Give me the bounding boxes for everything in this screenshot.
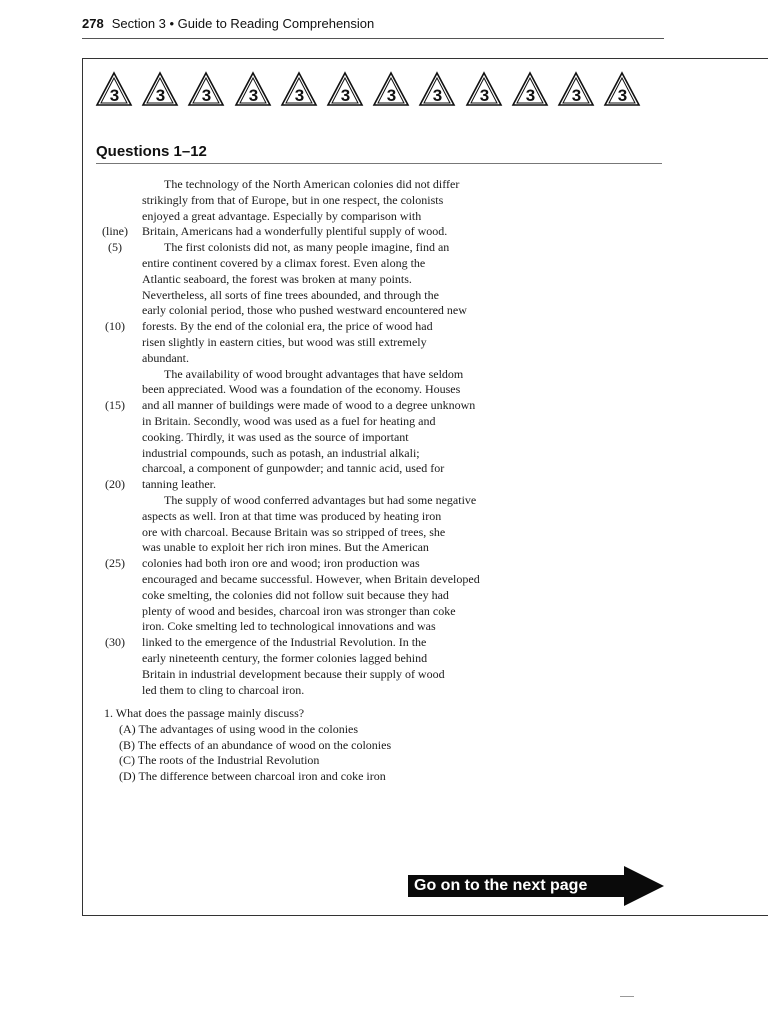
line-text: early nineteenth century, the former colonies lagged behind bbox=[142, 650, 428, 665]
section-3-triangle-icon bbox=[372, 71, 410, 107]
section-3-triangle-icon bbox=[511, 71, 549, 107]
section-3-triangle-icon bbox=[141, 71, 179, 107]
line-number bbox=[88, 382, 142, 398]
header-divider bbox=[82, 38, 664, 39]
line-number: (line) bbox=[102, 224, 128, 239]
line-text: The availability of wood brought advantages that have seldom bbox=[164, 366, 464, 381]
line-number bbox=[88, 288, 142, 304]
passage-line bbox=[88, 667, 568, 683]
line-number bbox=[88, 367, 142, 383]
questions-title: Questions 1–12 bbox=[96, 143, 207, 160]
passage-line bbox=[88, 193, 568, 209]
line-text: in Britain. Secondly, wood was used as a fuel for heating and bbox=[142, 413, 436, 428]
passage-line bbox=[88, 398, 568, 414]
line-number bbox=[88, 303, 142, 319]
arrow-right-icon bbox=[618, 866, 664, 906]
section-3-triangle-icon bbox=[187, 71, 225, 107]
line-text: abundant. bbox=[142, 350, 189, 365]
passage-line bbox=[88, 477, 568, 493]
passage-line bbox=[88, 509, 568, 525]
line-text: linked to the emergence of the Industrial Revolution. In the bbox=[142, 635, 427, 650]
option-a[interactable]: (A) The advantages of using wood in the colonies bbox=[119, 721, 359, 736]
section-3-triangle-icon bbox=[603, 71, 641, 107]
line-text: tanning leather. bbox=[142, 477, 216, 492]
passage-line bbox=[88, 604, 568, 620]
passage-line bbox=[88, 209, 568, 225]
passage-line bbox=[88, 256, 568, 272]
passage-line bbox=[88, 635, 568, 651]
line-number bbox=[88, 177, 142, 193]
passage-line bbox=[88, 367, 568, 383]
next-page-button[interactable] bbox=[408, 866, 668, 906]
svg-text:3: 3 bbox=[340, 86, 351, 105]
line-number bbox=[88, 651, 142, 667]
passage-line bbox=[88, 335, 568, 351]
line-number: (15) bbox=[105, 398, 125, 413]
line-number bbox=[88, 509, 142, 525]
line-number bbox=[88, 588, 142, 604]
svg-text:3: 3 bbox=[571, 86, 582, 105]
passage-line bbox=[88, 272, 568, 288]
scan-mark bbox=[620, 996, 634, 997]
line-text: early colonial period, those who pushed westward encountered new bbox=[142, 303, 467, 318]
line-text: aspects as well. Iron at that time was produced by heating iron bbox=[142, 508, 442, 523]
section-3-triangle-icon bbox=[326, 71, 364, 107]
passage-line bbox=[88, 683, 568, 699]
line-text: The supply of wood conferred advantages but had some negative bbox=[164, 492, 477, 507]
line-number bbox=[88, 446, 142, 462]
passage-line bbox=[88, 303, 568, 319]
line-text: The first colonists did not, as many people imagine, find an bbox=[164, 240, 450, 255]
line-number bbox=[88, 461, 142, 477]
line-number bbox=[88, 619, 142, 635]
passage-line bbox=[88, 540, 568, 556]
questions-divider bbox=[96, 163, 662, 164]
line-text: plenty of wood and besides, charcoal iron was stronger than coke bbox=[142, 603, 456, 618]
reading-passage bbox=[88, 177, 568, 698]
line-number: (25) bbox=[105, 556, 125, 571]
line-number bbox=[88, 683, 142, 699]
option-b[interactable]: (B) The effects of an abundance of wood on the colonies bbox=[119, 737, 392, 752]
line-number bbox=[88, 193, 142, 209]
svg-text:3: 3 bbox=[433, 86, 443, 105]
line-text: Britain in industrial development because their supply of wood bbox=[142, 666, 445, 681]
line-text: coke smelting, the colonies did not follow suit because they had bbox=[142, 587, 449, 602]
line-text: cooking. Thirdly, it was used as the source of important bbox=[142, 429, 409, 444]
line-text: risen slightly in eastern cities, but wood was still extremely bbox=[142, 334, 427, 349]
line-number bbox=[88, 604, 142, 620]
passage-line bbox=[88, 619, 568, 635]
section-3-triangle-icon bbox=[280, 71, 318, 107]
passage-line bbox=[88, 240, 568, 256]
section-3-triangle-icon bbox=[557, 71, 595, 107]
option-d[interactable]: (D) The difference between charcoal iron and coke iron bbox=[119, 769, 386, 784]
passage-line bbox=[88, 572, 568, 588]
passage-line bbox=[88, 651, 568, 667]
line-number bbox=[88, 667, 142, 683]
section-3-triangle-icon bbox=[234, 71, 272, 107]
passage-line bbox=[88, 351, 568, 367]
section-title: Section 3 • Guide to Reading Comprehension bbox=[111, 16, 375, 31]
passage-line bbox=[88, 461, 568, 477]
line-number: (30) bbox=[105, 635, 125, 650]
line-number bbox=[88, 351, 142, 367]
line-text: led them to cling to charcoal iron. bbox=[142, 682, 305, 697]
passage-line bbox=[88, 430, 568, 446]
line-number bbox=[88, 335, 142, 351]
line-text: entire continent covered by a climax forest. Even along the bbox=[142, 255, 426, 270]
svg-text:3: 3 bbox=[294, 86, 305, 105]
line-number: (5) bbox=[108, 240, 122, 255]
section-3-triangle-icon bbox=[465, 71, 503, 107]
line-number: (10) bbox=[105, 319, 125, 334]
line-number bbox=[88, 525, 142, 541]
passage-line bbox=[88, 382, 568, 398]
passage-line bbox=[88, 319, 568, 335]
passage-line bbox=[88, 588, 568, 604]
passage-line bbox=[88, 177, 568, 193]
passage-line bbox=[88, 446, 568, 462]
line-text: ore with charcoal. Because Britain was so stripped of trees, she bbox=[142, 524, 446, 539]
line-number bbox=[88, 414, 142, 430]
passage-line bbox=[88, 414, 568, 430]
svg-text:3: 3 bbox=[202, 86, 212, 105]
line-text: iron. Coke smelting led to technological innovations and was bbox=[142, 619, 436, 634]
question-1 bbox=[104, 706, 391, 785]
svg-text:3: 3 bbox=[617, 86, 628, 105]
svg-text:3: 3 bbox=[109, 86, 120, 105]
option-c[interactable]: (C) The roots of the Industrial Revolution bbox=[119, 753, 320, 768]
passage-line bbox=[88, 493, 568, 509]
passage-line bbox=[88, 288, 568, 304]
line-text: charcoal, a component of gunpowder; and tannic acid, used for bbox=[142, 461, 445, 476]
question-stem: 1. What does the passage mainly discuss? bbox=[104, 706, 305, 720]
line-number bbox=[88, 540, 142, 556]
section-3-triangle-icon bbox=[418, 71, 456, 107]
passage-line bbox=[88, 224, 568, 240]
svg-text:3: 3 bbox=[155, 86, 166, 105]
line-text: encouraged and became successful. However, when Britain developed bbox=[142, 571, 480, 586]
line-text: Nevertheless, all sorts of fine trees abounded, and through the bbox=[142, 287, 439, 302]
passage-line bbox=[88, 556, 568, 572]
next-page-label: Go on to the next page bbox=[408, 875, 620, 897]
svg-text:3: 3 bbox=[479, 86, 489, 105]
line-text: strikingly from that of Europe, but in one respect, the colonists bbox=[142, 192, 444, 207]
svg-text:3: 3 bbox=[248, 86, 258, 105]
line-number bbox=[88, 256, 142, 272]
page-header bbox=[82, 16, 374, 31]
line-text: enjoyed a great advantage. Especially by comparison with bbox=[142, 208, 422, 223]
line-number bbox=[88, 272, 142, 288]
svg-text:3: 3 bbox=[386, 86, 397, 105]
line-number bbox=[88, 493, 142, 509]
line-text: colonies had both iron ore and wood; iron production was bbox=[142, 556, 420, 571]
line-text: forests. By the end of the colonial era, the price of wood had bbox=[142, 319, 433, 334]
line-number bbox=[88, 209, 142, 225]
svg-text:3: 3 bbox=[525, 86, 536, 105]
line-text: and all manner of buildings were made of wood to a degree unknown bbox=[142, 398, 476, 413]
line-number: (20) bbox=[105, 477, 125, 492]
line-text: been appreciated. Wood was a foundation of the economy. Houses bbox=[142, 382, 461, 397]
line-number bbox=[88, 430, 142, 446]
passage-line bbox=[88, 525, 568, 541]
line-text: industrial compounds, such as potash, an industrial alkali; bbox=[142, 445, 420, 460]
line-text: The technology of the North American colonies did not differ bbox=[164, 177, 460, 191]
line-text: Atlantic seaboard, the forest was broken at many points. bbox=[142, 271, 412, 286]
section-3-triangle-icon bbox=[95, 71, 133, 107]
page-number: 278 bbox=[82, 16, 104, 31]
line-text: Britain, Americans had a wonderfully plentiful supply of wood. bbox=[142, 224, 448, 239]
line-number bbox=[88, 572, 142, 588]
line-text: was unable to exploit her rich iron mines. But the American bbox=[142, 540, 429, 555]
